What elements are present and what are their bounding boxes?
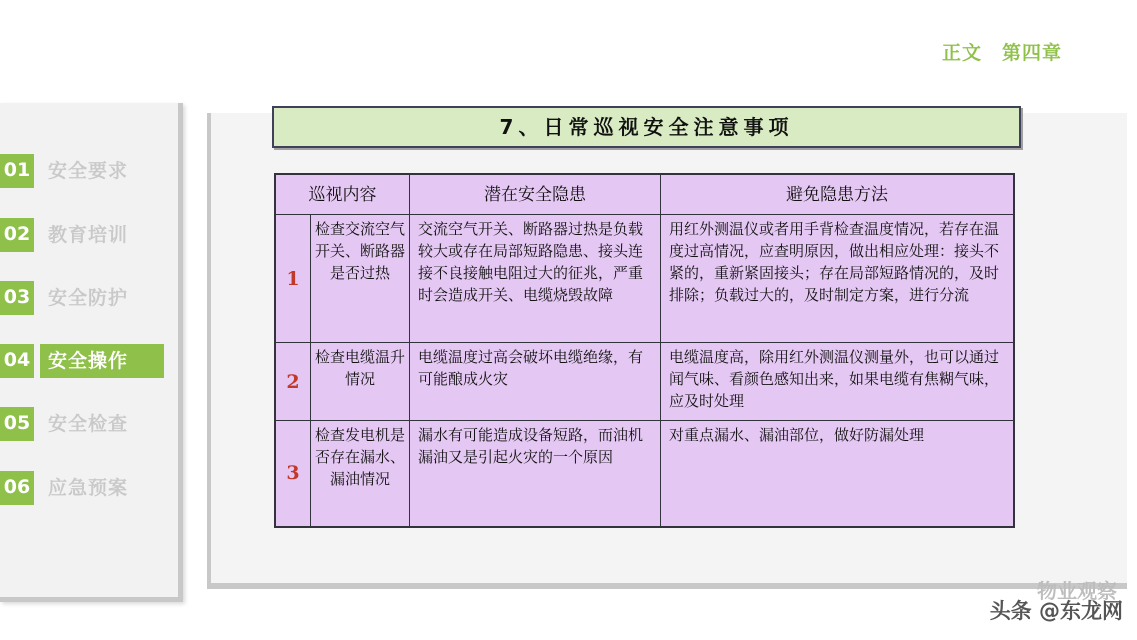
sidebar-item-training[interactable]	[0, 218, 170, 252]
row-number: 3	[275, 421, 311, 527]
inspection-table	[274, 173, 1015, 528]
row-number: 2	[275, 343, 311, 421]
sidebar-item-safety-requirements[interactable]	[0, 154, 170, 188]
sidebar-item-number: 01	[0, 154, 34, 188]
table-row	[275, 215, 1014, 343]
sidebar-item-number: 03	[0, 281, 34, 315]
sidebar-item-number: 05	[0, 407, 34, 441]
chapter-label: 第四章	[1001, 42, 1062, 64]
sidebar-item-number: 02	[0, 218, 34, 252]
column-header-method: 避免隐患方法	[661, 174, 1015, 215]
row-content: 检查交流空气开关、断路器是否过热	[311, 215, 410, 343]
row-method: 对重点漏水、漏油部位，做好防漏处理	[661, 421, 1015, 527]
table-row	[275, 343, 1014, 421]
row-hazard: 电缆温度过高会破坏电缆绝缘，有可能酿成火灾	[410, 343, 661, 421]
row-content: 检查发电机是否存在漏水、漏油情况	[311, 421, 410, 527]
row-hazard: 交流空气开关、断路器过热是负载较大或存在局部短路隐患、接头连接不良接触电阻过大的征兆，严重时会造成开关、电缆烧毁故障	[410, 215, 661, 343]
sidebar-item-label: 安全操作	[40, 344, 164, 378]
row-method: 电缆温度高，除用红外测温仪测量外，也可以通过闻气味、看颜色感知出来，如果电缆有焦糊气味，应及时处理	[661, 343, 1015, 421]
sidebar-item-label: 安全要求	[48, 160, 129, 182]
table-header-row	[275, 174, 1014, 215]
sidebar-item-inspection[interactable]	[0, 407, 170, 441]
sidebar-item-label: 教育培训	[48, 224, 129, 246]
row-content: 检查电缆温升情况	[311, 343, 410, 421]
page-title: 7、日常巡视安全注意事项	[272, 106, 1021, 148]
column-header-content: 巡视内容	[275, 174, 410, 215]
sidebar-item-operation[interactable]	[0, 344, 170, 378]
sidebar-item-label: 应急预案	[48, 477, 129, 499]
sidebar-item-number: 06	[0, 471, 34, 505]
sidebar-item-label: 安全检查	[48, 413, 129, 435]
watermark-source: 头条 @东龙网	[989, 599, 1123, 623]
row-method: 用红外测温仪或者用手背检查温度情况，若存在温度过高情况，应查明原因，做出相应处理：接头不紧的，重新紧固接头；存在局部短路情况的，及时排除；负载过大的，及时制定方案，进行分流	[661, 215, 1015, 343]
table-row	[275, 421, 1014, 527]
sidebar-item-emergency-plan[interactable]	[0, 471, 170, 505]
main-panel	[207, 113, 1127, 589]
sidebar-item-protection[interactable]	[0, 281, 170, 315]
chapter-heading	[942, 38, 1062, 65]
row-hazard: 漏水有可能造成设备短路，而油机漏油又是引起火灾的一个原因	[410, 421, 661, 527]
watermark-channel: 物业观察	[1037, 579, 1117, 603]
section-label: 正文	[941, 42, 982, 64]
row-number: 1	[275, 215, 311, 343]
sidebar	[0, 103, 183, 602]
sidebar-item-label: 安全防护	[48, 287, 129, 309]
column-header-hazard: 潜在安全隐患	[410, 174, 661, 215]
sidebar-item-number: 04	[0, 344, 34, 378]
